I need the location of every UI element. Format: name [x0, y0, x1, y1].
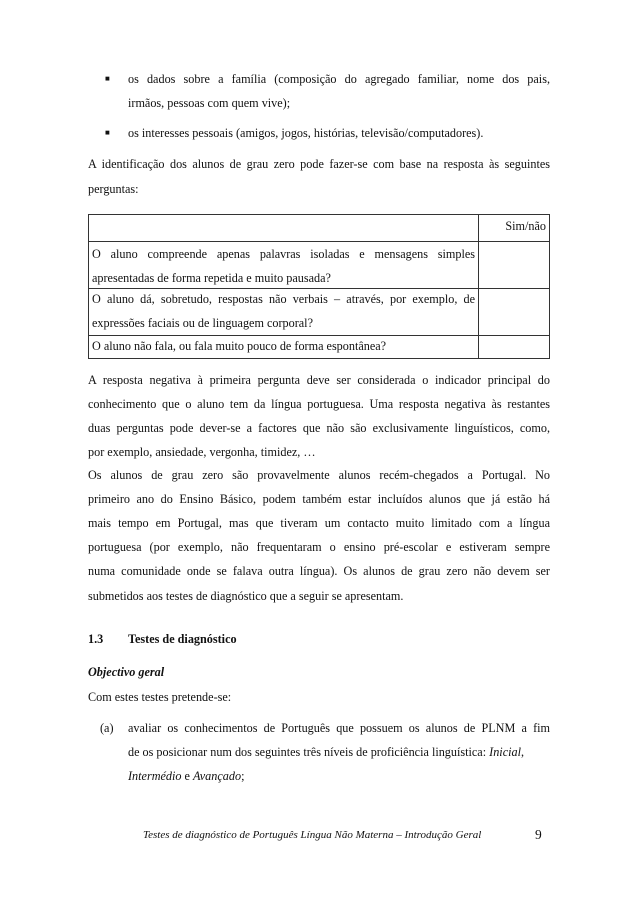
- bullet-1-line-1: os dados sobre a família (composição do agregado familiar, nome dos pais,: [128, 72, 550, 86]
- table-row: [89, 336, 550, 359]
- para2-line-1: Os alunos de grau zero são provavelmente alunos recém-chegados a Portugal. No: [88, 468, 550, 482]
- answer-cell[interactable]: [479, 289, 550, 336]
- question-2-line-1: O aluno dá, sobretudo, respostas não verbais – através, por exemplo, de: [92, 292, 476, 306]
- question-3-line-1: O aluno não fala, ou fala muito pouco de forma espontânea?: [92, 339, 387, 353]
- question-cell: [89, 336, 479, 359]
- bullet-2-line-1: os interesses pessoais (amigos, jogos, histórias, televisão/computadores).: [128, 126, 484, 140]
- para2-line-6: submetidos aos testes de diagnóstico que a seguir se apresentam.: [88, 589, 404, 603]
- level-intermedio: Intermédio: [128, 769, 182, 783]
- question-1-line-1: O aluno compreende apenas palavras isoladas e mensagens simples: [92, 247, 476, 261]
- diagnostic-questions-table: [88, 214, 550, 359]
- bullet-1-line-2: irmãos, pessoas com quem vive);: [128, 96, 291, 110]
- table-row: [89, 289, 550, 336]
- para1-line-1: A resposta negativa à primeira pergunta deve ser considerada o indicador principal do: [88, 373, 550, 387]
- answer-cell[interactable]: [479, 242, 550, 289]
- level-inicial: Inicial: [489, 745, 521, 759]
- para1-line-4: por exemplo, ansiedade, vergonha, timidez, …: [88, 445, 316, 459]
- bullet-square-icon: ■: [105, 128, 110, 137]
- item-a-line-2: [128, 745, 524, 759]
- table-header-sim-nao: Sim/não: [479, 215, 550, 242]
- table-row: [89, 242, 550, 289]
- level-avancado: Avançado: [193, 769, 242, 783]
- para2-line-3: mais tempo em Portugal, mas que tiveram um contacto muito limitado com a língua: [88, 516, 550, 530]
- bullet-square-icon: ■: [105, 74, 110, 83]
- section-title: Testes de diagnóstico: [128, 632, 237, 646]
- page-number: 9: [535, 827, 542, 842]
- subheading: Objectivo geral: [88, 665, 165, 679]
- para2-line-5: numa comunidade onde se falava outra língua). Os alunos de grau zero não devem ser: [88, 564, 550, 578]
- para1-line-3: duas perguntas pode dever-se a factores que não são exclusivamente linguísticos, como,: [88, 421, 550, 435]
- footer-text: Testes de diagnóstico de Português Língua Não Materna – Introdução Geral: [143, 829, 482, 841]
- table-header-empty-cell: [89, 215, 479, 242]
- section-number: 1.3: [88, 632, 104, 646]
- answer-cell[interactable]: [479, 336, 550, 359]
- intro-line-1: A identificação dos alunos de grau zero pode fazer-se com base na resposta às seguintes: [88, 157, 550, 171]
- item-a-line-2-text: de os posicionar num dos seguintes três níveis de proficiência linguística:: [128, 745, 490, 759]
- item-a-line-3: [128, 769, 244, 783]
- lead-text: Com estes testes pretende-se:: [88, 690, 232, 704]
- item-a-conj: e: [181, 769, 193, 783]
- item-a-comma: ,: [520, 745, 525, 759]
- intro-line-2: perguntas:: [88, 182, 139, 196]
- question-cell: [89, 242, 479, 289]
- item-a-marker: (a): [100, 721, 114, 735]
- para2-line-2: primeiro ano do Ensino Básico, podem também estar incluídos alunos que já estão há: [88, 492, 550, 506]
- table-header-row: [89, 215, 550, 242]
- question-2-line-2: expressões faciais ou de linguagem corporal?: [92, 316, 313, 330]
- question-1-line-2: apresentadas de forma repetida e muito pausada?: [92, 271, 331, 285]
- item-a-line-1: avaliar os conhecimentos de Português que possuem os alunos de PLNM a fim: [128, 721, 550, 735]
- para2-line-4: portuguesa (por exemplo, não frequentaram o ensino pré-escolar e estiveram sempre: [88, 540, 550, 554]
- question-cell: [89, 289, 479, 336]
- para1-line-2: conhecimento que o aluno tem da língua portuguesa. Uma resposta negativa às restantes: [88, 397, 550, 411]
- item-a-end: ;: [241, 769, 245, 783]
